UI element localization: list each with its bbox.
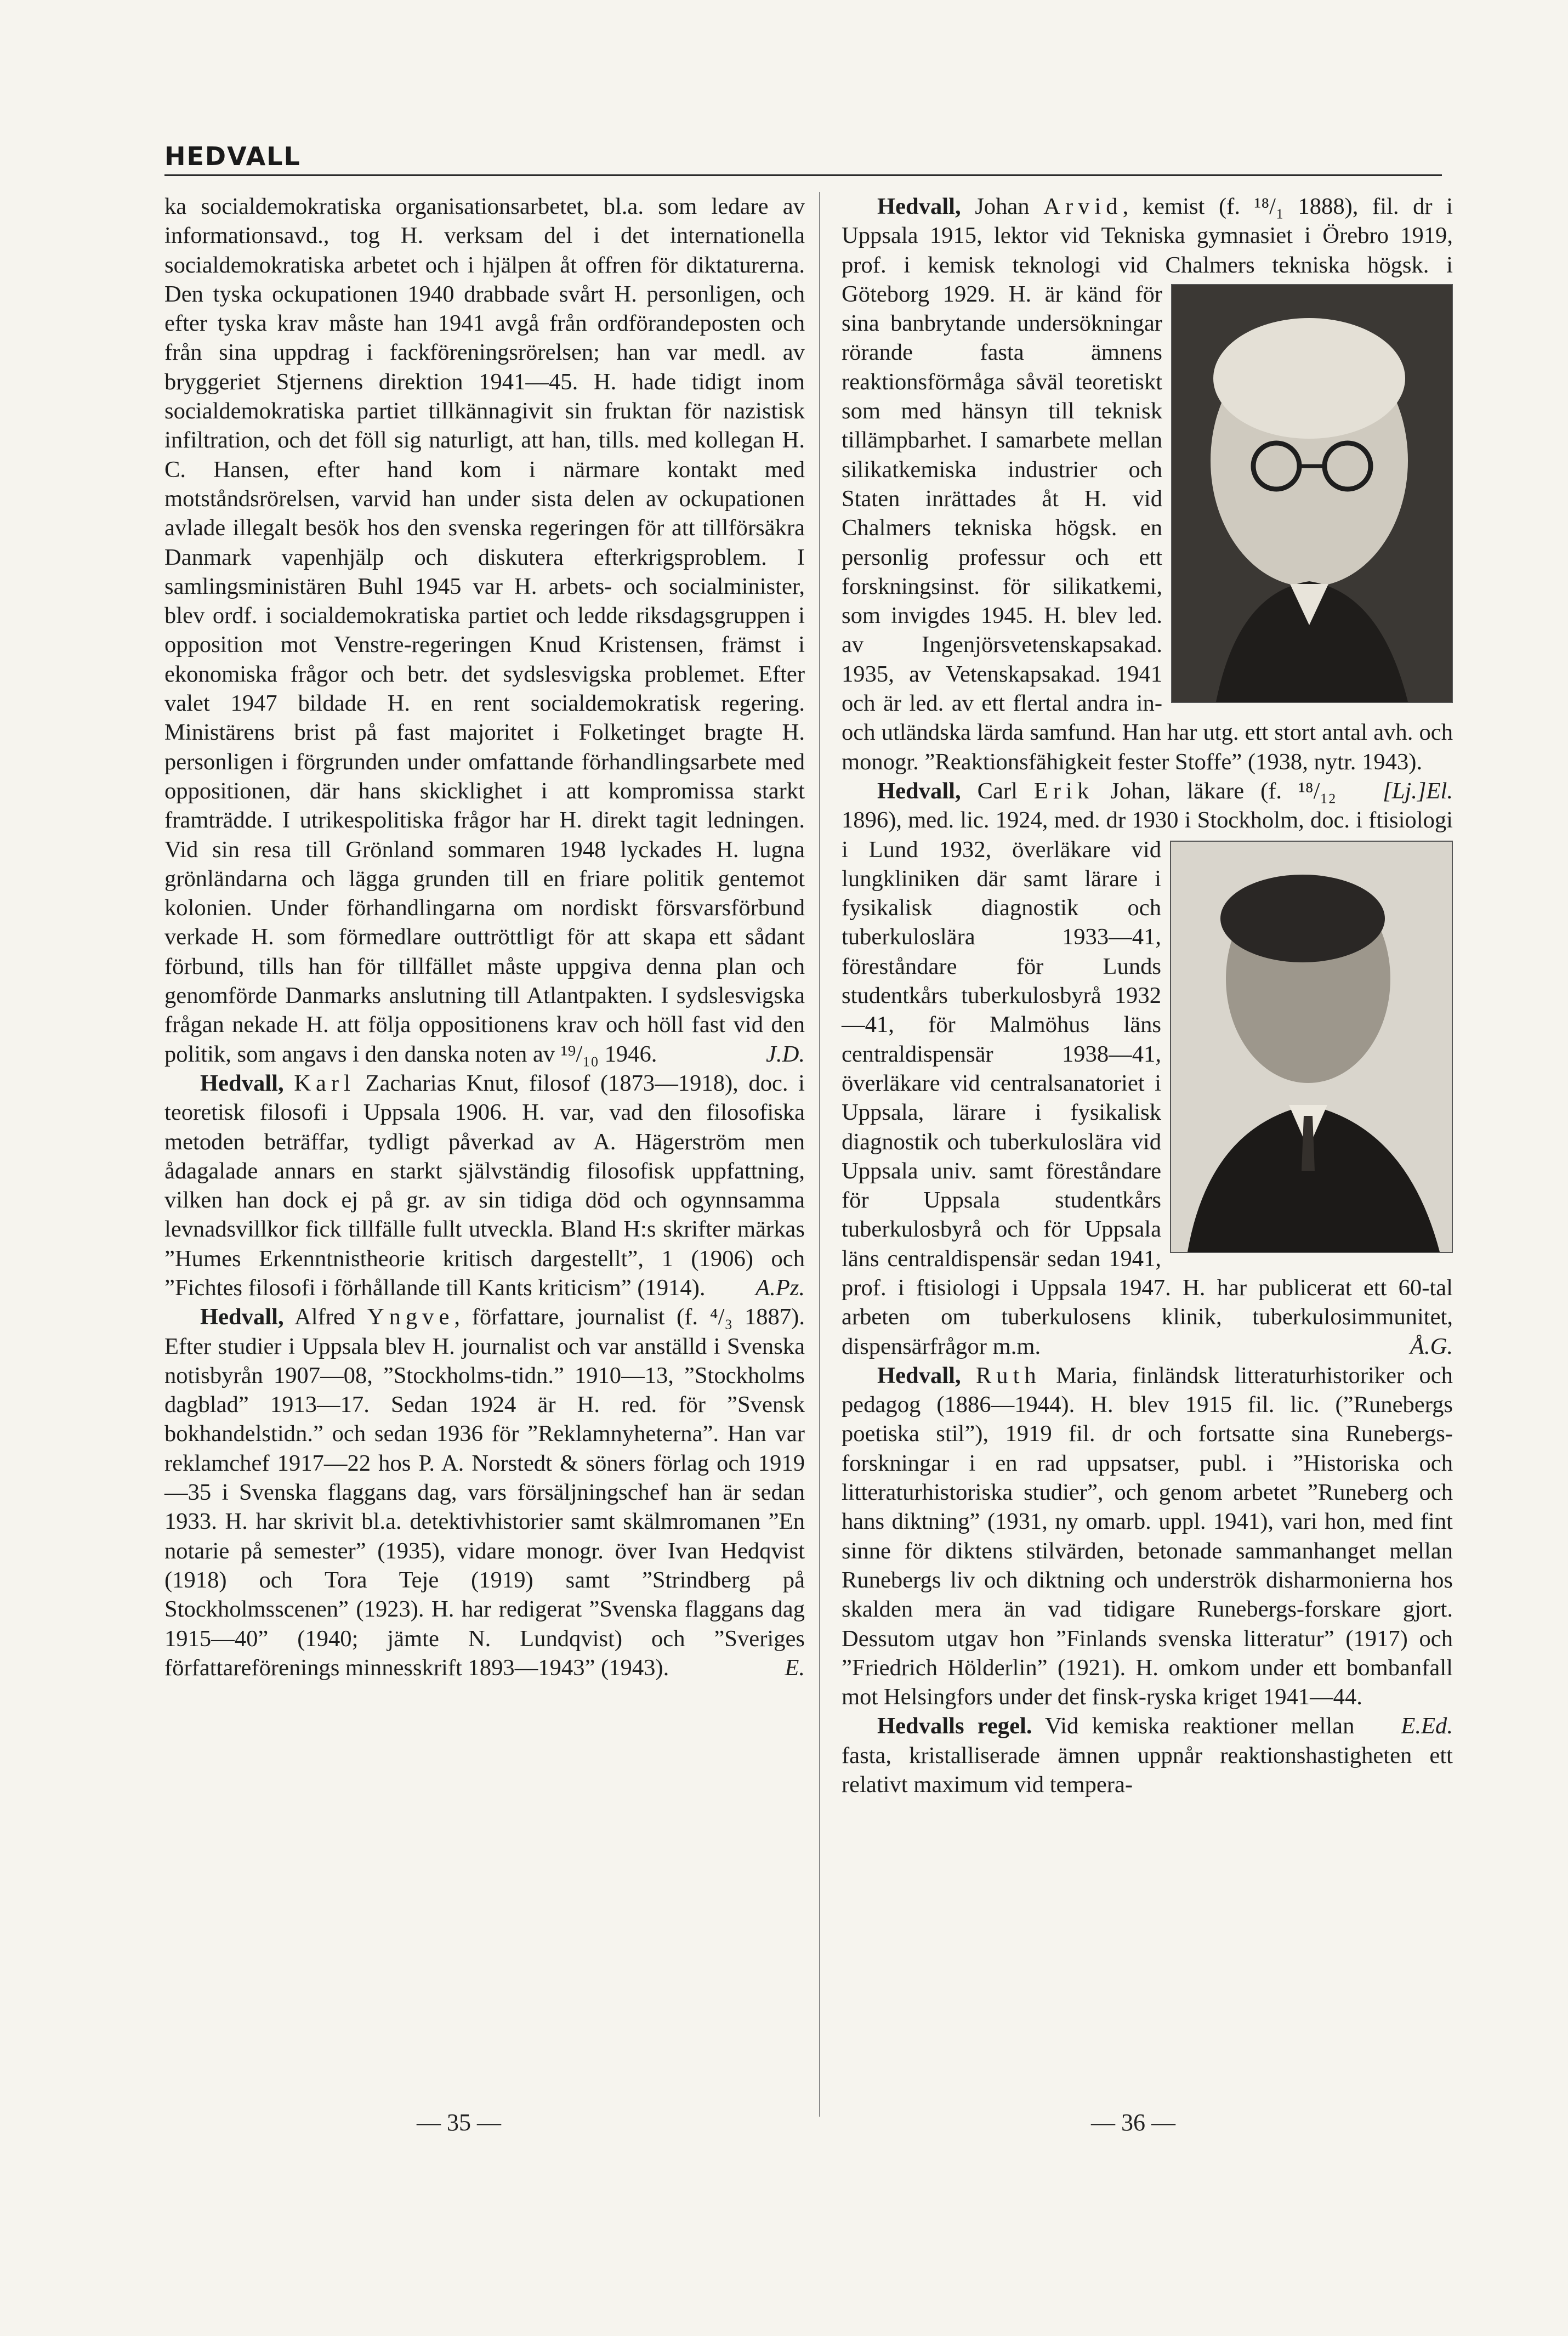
entry-erik-hedvall	[842, 776, 1453, 1361]
page-number-36: — 36 —	[1091, 2109, 1175, 2136]
headword: Hedvalls regel.	[877, 1713, 1032, 1739]
right-column	[842, 192, 1453, 1799]
running-head: HEDVALL	[164, 141, 301, 171]
signature: J.D.	[766, 1041, 805, 1067]
entry-lead: Johan, läkare (f. ¹⁸/₁₂ 1896), med. lic. 1924, med. dr 1930 i Stockholm, doc. i	[842, 778, 1363, 834]
signature: E.Ed.	[1401, 1713, 1453, 1739]
given-name: Alfred	[283, 1304, 367, 1330]
portrait-arvid-hedvall	[1171, 284, 1453, 703]
signature: [Lj.]El.	[1383, 778, 1453, 804]
spaced-name: Erik	[1033, 778, 1094, 804]
entry-text: H. är känd för sina banbrytande undersökningar rörande fasta ämnens reaktionsförmåga såväl teoretiskt som med hänsyn till teknisk tillämpbarhet. I samarbete mellan silikatkemiska industrier och Staten inrättades åt H. vid Chalmers tekniska högsk. en personlig professur och ett forskningsinst. för silikatkemi, som invigdes 1945. H. blev led. av Ingenjörsvetenskapsakad. 1935, av Vetenskapsakad. 1941 och är led. av ett flertal andra in- och utländska lärda samfund. Han har utg. ett stort antal avh. och monogr. ”Reaktionsfähigkeit fester Stoffe” (1938, nytr. 1943).	[842, 281, 1453, 775]
given-name: Johan	[961, 194, 1044, 219]
spaced-name: Ruth	[975, 1362, 1041, 1388]
signature: E.	[785, 1654, 805, 1681]
entry-text: , författare, journalist (f. ⁴/₃ 1887). Efter studier i Uppsala blev H. journalist och var anställd i Svenska notisbyrån 1907—08, ”Stockholms-tidn.” 1910—13, ”Stockholms dagblad” 1913—17. Sedan 1924 är H. red. för ”Svensk bokhandelstidn.” och sedan 1936 för ”Reklamnyheterna”. Han var reklamchef 1917—22 hos P. A. Norstedt & söners förlag och 1919—35 i Svenska flaggans dag, vars försäljningschef han är sedan 1933. H. har skrivit bl.a. detektivhistorier samt skälmromanen ”En notarie på semester” (1935), vidare monogr. över Ivan Hedqvist (1918) och Tora Teje (1919) samt ”Strindberg på Stockholmsscenen” (1923). H. har redigerat ”Svenska flaggans dag 1915—40” (1940; jämte N. Lundqvist) och ”Sveriges författareförenings minnesskrift 1893—1943” (1943).	[164, 1304, 805, 1681]
entry-karl-hedvall	[164, 1069, 805, 1302]
left-column	[164, 192, 805, 1682]
signature: A.Pz.	[755, 1274, 805, 1301]
given-name: Carl	[961, 778, 1034, 804]
portrait-erik-hedvall	[1170, 841, 1453, 1253]
continuation-text: ka socialdemokratiska organisationsarbetet, bl.a. som ledare av informationsavd., tog H. verksam del i det internationella socialdemokratiska arbetet och i hjälpen åt offren för diktaturerna. Den tyska ockupationen 1940 drabbade svårt H. personligen, och efter tyska krav måste han 1941 avgå från ordförandeposten och från sina uppdrag i fackföreningsrörelsen; han var medl. av bryggeriet Stjernens direktion 1941—45. H. hade tidigt inom socialdemokratiska partiet tillkännagivit sin fruktan för nazistisk infiltration, och det föll sig naturligt, att han, tills. med kollegan H. C. Hansen, efter hand kom i närmare kontakt med motståndsrörelsen, varvid han under sista delen av ockupationen avlade illegalt besök hos den svenska regeringen för att tillförsäkra Danmark vapenhjälp och diskutera efterkrigsproblem. I samlingsministären Buhl 1945 var H. arbets- och socialminister, blev ordf. i socialdemokratiska partiet och ledde riksdagsgruppen i opposition mot Venstre-regeringen Knud Kristensen, främst i ekonomiska frågor och betr. det sydslesvigska problemet. Efter valet 1947 bildade H. en rent socialdemokratisk regering. Ministärens brist på fast majoritet i Folketinget bragte H. personligen i förgrunden under omfattande förhandlingsarbete med oppositionen, där hans skicklighet i att kompromissa starkt framträdde. I utrikespolitiska frågor har H. direkt tagit ledningen. Vid sin resa till Grönland sommaren 1948 lyckades H. lugna grönländarna och lägga grunden till en friare politik gentemot kolonien. Under förhandlingarna om nordiskt försvarsförbund verkade H. som förmedlare outtröttligt för att skapa ett sådant förbund, tills han för tillfället måste uppgiva denna plan och genomförde Danmarks anslutning till Atlantpakten. I sydslesvigska frågan nekade H. att följa oppositionens krav och höll fast vid den politik, som angavs i den danska noten av ¹⁹/₁₀ 1946.	[164, 194, 805, 1067]
header-rule	[164, 174, 1442, 176]
column-divider	[819, 192, 820, 2117]
entry-text: ftisiologi i Lund 1932, överläkare vid lungkliniken där samt lärare i fysikalisk diagnostik och tuberkuloslära 1933—41, föreståndare för Lunds studentkårs tuberkulosbyrå 1932—41, för Malmöhus läns centraldispensär 1938—41, överläkare vid centralsanatoriet i Uppsala, lärare i fysikalisk diagnostik och tuberkuloslära vid Uppsala univ. samt föreståndare för Uppsala studentkårs tuberkulosbyrå och för Uppsala läns centraldispensär sedan 1941, prof. i ftisiologi i Uppsala 1947. H. har publicerat ett 60-tal arbeten om tuberkulosens klinik, tuberkulosimmunitet, dispensärfrågor m.m.	[842, 807, 1453, 1359]
entry-text: Maria, finländsk litteraturhistoriker och pedagog (1886—1944). H. blev 1915 fil. lic. (”Runebergs poetiska stil”), 1919 fil. dr och fortsatte sina Runebergs-forskningar i en rad uppsatser, publ. i ”Historiska och litteraturhistoriska studier”, och genom arbetet ”Runeberg och hans diktning” (1931, ny omarb. uppl. 1941), vari hon, med fint sinne för diktens stilvärden, betonade sammanhanget mellan Runebergs liv och diktning och underströk disharmonierna hos skalden mera än vad tidigare Runebergs-forskare gjort. Dessutom utgav hon ”Finlands svenska litteratur” (1917) och ”Friedrich Hölderlin” (1921). H. omkom under ett bombanfall mot Helsingfors under det finsk-ryska kriget 1941—44.	[842, 1362, 1453, 1710]
continuation-entry	[164, 192, 805, 1069]
headword: Hedvall,	[200, 1304, 284, 1330]
headword: Hedvall,	[877, 194, 961, 219]
portrait-photo	[1172, 285, 1452, 702]
portrait-photo	[1171, 842, 1452, 1252]
entry-lead: , kemist (f. ¹⁸/₁ 1888), fil. dr i Uppsala 1915, lektor vid Tekniska gymnasiet i Örebro 1919, prof. i kemisk teknologi vid Chalmers tekniska högsk. i Göteborg 1929.	[842, 194, 1453, 307]
spaced-name: Yngve	[367, 1304, 455, 1330]
headword: Hedvall,	[200, 1070, 284, 1096]
page-number-35: — 35 —	[417, 2109, 501, 2136]
headword: Hedvall,	[877, 1362, 961, 1388]
entry-yngve-hedvall	[164, 1302, 805, 1682]
headword: Hedvall,	[877, 778, 961, 804]
entry-text: Vid kemiska reaktioner mellan fasta, kristalliserade ämnen uppnår reaktionshastigheten ett relativt maximum vid tempera-	[842, 1713, 1453, 1798]
entry-text: Zacharias Knut, filosof (1873—1918), doc. i teoretisk filosofi i Uppsala 1906. H. var, vad den filosofiska metoden beträffar, tydligt påverkad av A. Hägerström men ådagalade annars en starkt självständig filosofisk uppfattning, vilken han dock ej på gr. av sin tidiga död och ogynnsamma levnadsvillkor fick tillfälle fullt utveckla. Bland H:s skrifter märkas ”Humes Erkenntnistheorie kritisch dargestellt”, 1 (1906) och ”Fichtes filosofi i förhållande till Kants kriticism” (1914).	[164, 1070, 805, 1301]
signature: Å.G.	[1410, 1333, 1453, 1359]
spaced-name: Arvid	[1043, 194, 1123, 219]
spaced-name: Karl	[294, 1070, 355, 1096]
